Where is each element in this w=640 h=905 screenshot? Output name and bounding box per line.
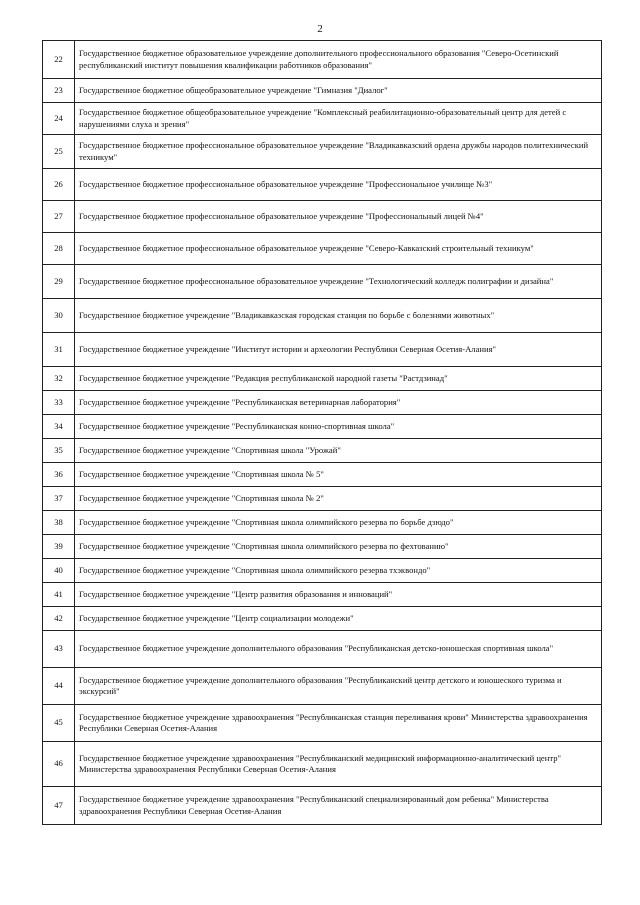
institution-name: Государственное бюджетное учреждение "Республиканская ветеринарная лаборатория" bbox=[75, 391, 602, 415]
table-row bbox=[43, 583, 602, 607]
table-row bbox=[43, 631, 602, 668]
table-row bbox=[43, 169, 602, 201]
row-number: 37 bbox=[43, 487, 75, 511]
table-row bbox=[43, 705, 602, 742]
row-number: 45 bbox=[43, 705, 75, 742]
row-number: 30 bbox=[43, 299, 75, 333]
institution-name: Государственное бюджетное учреждение "Спортивная школа олимпийского резерва по фехтованию" bbox=[75, 535, 602, 559]
table-row bbox=[43, 607, 602, 631]
table-row bbox=[43, 233, 602, 265]
row-number: 41 bbox=[43, 583, 75, 607]
institution-name: Государственное бюджетное учреждение "Институт истории и археологии Республики Северная Осетия-Алания" bbox=[75, 333, 602, 367]
table-row bbox=[43, 463, 602, 487]
table-row bbox=[43, 103, 602, 135]
institution-name: Государственное бюджетное учреждение "Спортивная школа "Урожай" bbox=[75, 439, 602, 463]
row-number: 35 bbox=[43, 439, 75, 463]
institution-name: Государственное бюджетное учреждение "Центр социализации молодежи" bbox=[75, 607, 602, 631]
row-number: 31 bbox=[43, 333, 75, 367]
institution-name: Государственное бюджетное учреждение здравоохранения "Республиканский специализированный дом ребенка" Министерства здравоохранения Республики Северная Осетия-Алания bbox=[75, 787, 602, 825]
institution-name: Государственное бюджетное профессиональное образовательное учреждение "Северо-Кавказский строительный техникум" bbox=[75, 233, 602, 265]
institutions-table bbox=[42, 40, 602, 825]
row-number: 39 bbox=[43, 535, 75, 559]
table-row bbox=[43, 201, 602, 233]
page-number: 2 bbox=[317, 23, 323, 35]
institution-name: Государственное бюджетное профессиональное образовательное учреждение "Профессиональный лицей №4" bbox=[75, 201, 602, 233]
table-row bbox=[43, 787, 602, 825]
row-number: 46 bbox=[43, 742, 75, 787]
row-number: 36 bbox=[43, 463, 75, 487]
institution-name: Государственное бюджетное учреждение "Спортивная школа № 5" bbox=[75, 463, 602, 487]
institution-name: Государственное бюджетное учреждение "Спортивная школа олимпийского резерва тхэквондо" bbox=[75, 559, 602, 583]
table-row bbox=[43, 299, 602, 333]
table-row bbox=[43, 535, 602, 559]
row-number: 42 bbox=[43, 607, 75, 631]
row-number: 25 bbox=[43, 135, 75, 169]
row-number: 40 bbox=[43, 559, 75, 583]
row-number: 47 bbox=[43, 787, 75, 825]
institution-name: Государственное бюджетное профессиональное образовательное учреждение "Владикавказский ордена дружбы народов политехнический техникум" bbox=[75, 135, 602, 169]
row-number: 29 bbox=[43, 265, 75, 299]
table-row bbox=[43, 391, 602, 415]
table-body bbox=[43, 41, 602, 825]
institution-name: Государственное бюджетное профессиональное образовательное учреждение "Профессиональное училище №3" bbox=[75, 169, 602, 201]
institution-name: Государственное бюджетное профессиональное образовательное учреждение "Технологический колледж полиграфии и дизайна" bbox=[75, 265, 602, 299]
row-number: 44 bbox=[43, 668, 75, 705]
institution-name: Государственное бюджетное учреждение "Спортивная школа олимпийского резерва по борьбе дзюдо" bbox=[75, 511, 602, 535]
institution-name: Государственное бюджетное учреждение здравоохранения "Республиканская станция переливания крови" Министерства здравоохранения Республики Северная Осетия-Алания bbox=[75, 705, 602, 742]
table-row bbox=[43, 135, 602, 169]
table-row bbox=[43, 668, 602, 705]
row-number: 22 bbox=[43, 41, 75, 79]
row-number: 32 bbox=[43, 367, 75, 391]
row-number: 24 bbox=[43, 103, 75, 135]
table-row bbox=[43, 41, 602, 79]
institution-name: Государственное бюджетное учреждение "Спортивная школа № 2" bbox=[75, 487, 602, 511]
row-number: 33 bbox=[43, 391, 75, 415]
table-row bbox=[43, 487, 602, 511]
table-row bbox=[43, 415, 602, 439]
table-row bbox=[43, 333, 602, 367]
institution-name: Государственное бюджетное учреждение дополнительного образования "Республиканская детско-юношеская спортивная школа" bbox=[75, 631, 602, 668]
table-row bbox=[43, 367, 602, 391]
institution-name: Государственное бюджетное учреждение "Центр развития образования и инноваций" bbox=[75, 583, 602, 607]
row-number: 28 bbox=[43, 233, 75, 265]
institution-name: Государственное бюджетное общеобразовательное учреждение "Гимназия "Диалог" bbox=[75, 79, 602, 103]
table-row bbox=[43, 265, 602, 299]
table-row bbox=[43, 559, 602, 583]
institution-name: Государственное бюджетное учреждение "Редакция республиканской народной газеты "Растдзинад" bbox=[75, 367, 602, 391]
row-number: 38 bbox=[43, 511, 75, 535]
table-row bbox=[43, 511, 602, 535]
row-number: 27 bbox=[43, 201, 75, 233]
row-number: 26 bbox=[43, 169, 75, 201]
institution-name: Государственное бюджетное учреждение "Владикавказская городская станция по борьбе с болезнями животных" bbox=[75, 299, 602, 333]
institution-name: Государственное бюджетное учреждение здравоохранения "Республиканский медицинский информационно-аналитический центр" Министерства здравоохранения Республики Северная Осетия-Алания bbox=[75, 742, 602, 787]
row-number: 23 bbox=[43, 79, 75, 103]
table-row bbox=[43, 79, 602, 103]
table-row bbox=[43, 742, 602, 787]
row-number: 43 bbox=[43, 631, 75, 668]
institution-name: Государственное бюджетное учреждение "Республиканская конно-спортивная школа" bbox=[75, 415, 602, 439]
institution-name: Государственное бюджетное образовательное учреждение дополнительного профессионального образования "Северо-Осетинский республиканский институт повышения квалификации работников образования" bbox=[75, 41, 602, 79]
institution-name: Государственное бюджетное учреждение дополнительного образования "Республиканский центр детского и юношеского туризма и экскурсий" bbox=[75, 668, 602, 705]
institution-name: Государственное бюджетное общеобразовательное учреждение "Комплексный реабилитационно-образовательный центр для детей с нарушениями слуха и зрения" bbox=[75, 103, 602, 135]
table-row bbox=[43, 439, 602, 463]
row-number: 34 bbox=[43, 415, 75, 439]
